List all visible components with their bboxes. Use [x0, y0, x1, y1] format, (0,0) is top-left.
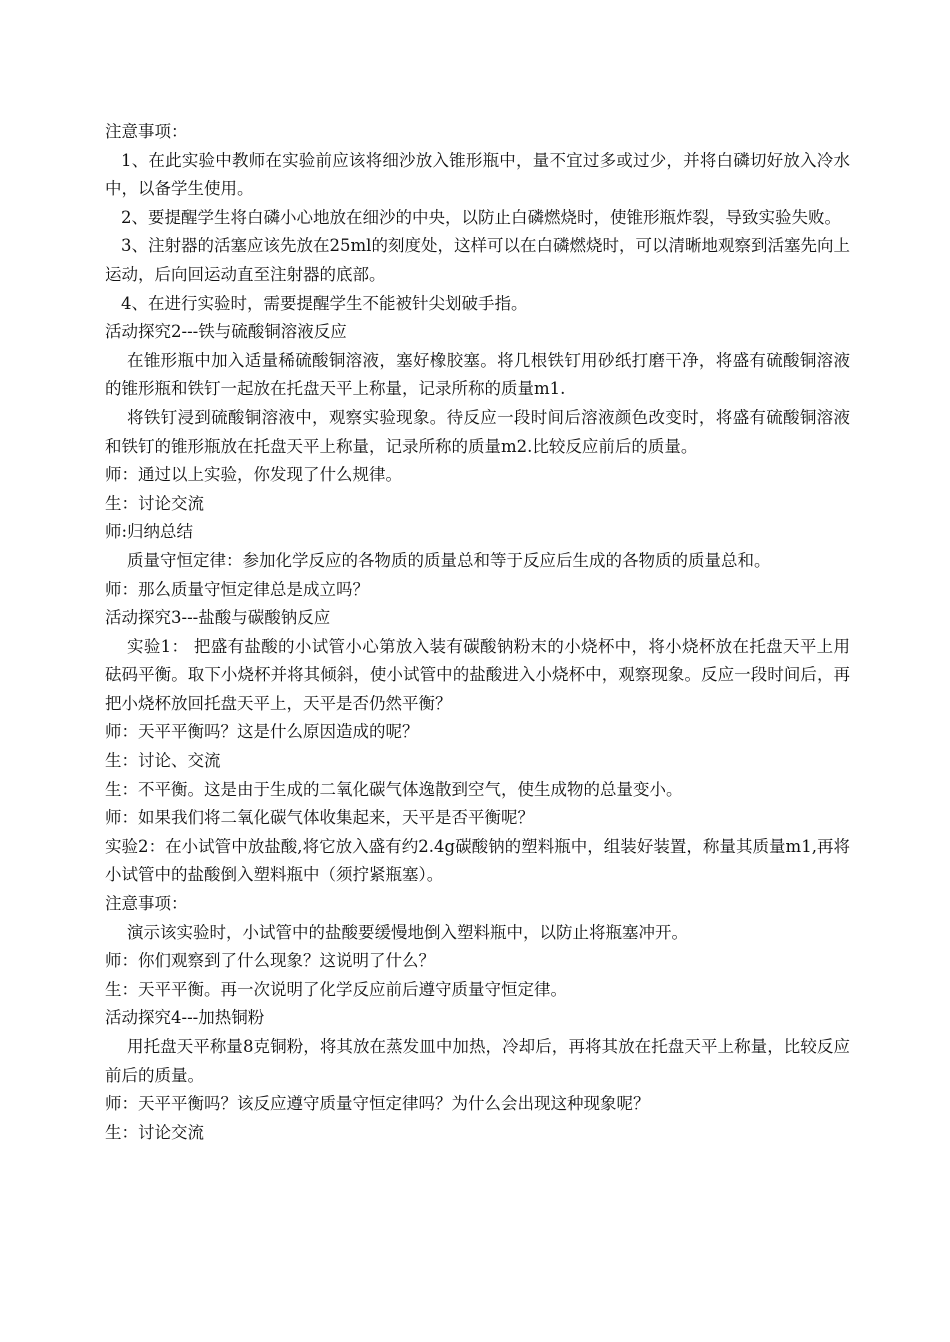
- demo-note: 演示该实验时，小试管中的盐酸要缓慢地倒入塑料瓶中，以防止将瓶塞冲开。: [127, 922, 688, 942]
- experiment-1-description: 实验1： 把盛有盐酸的小试管小心第放入装有碳酸钠粉末的小烧杯中，将小烧杯放在托盘天平上用砝码平衡。取下小烧杯并将其倾斜，使小试管中的盐酸进入小烧杯中，观察现象。反应一段时间后，再把小烧杯放回托盘天平上，天平是否仍然平衡？: [105, 636, 850, 713]
- student-line: 生：天平平衡。再一次说明了化学反应前后遵守质量守恒定律。: [105, 979, 567, 999]
- student-line: 生：讨论交流: [105, 1122, 204, 1142]
- activity-4-heading: 活动探究4---加热铜粉: [105, 1008, 265, 1028]
- teacher-line: 师：你们观察到了什么现象？这说明了什么？: [105, 951, 435, 971]
- experiment-2-description: 实验2：在小试管中放盐酸,将它放入盛有约2.4g碳酸钠的塑料瓶中，组装好装置，称量其质量m1,再将小试管中的盐酸倒入塑料瓶中（须拧紧瓶塞）。: [105, 836, 850, 885]
- notes-heading: 注意事项：: [105, 122, 188, 141]
- note-item-2: 2、要提醒学生将白磷小心地放在细沙的中央，以防止白磷燃烧时，使锥形瓶炸裂，导致实验失败。: [121, 207, 841, 227]
- document-body: [105, 118, 850, 1147]
- teacher-line: 师：如果我们将二氧化碳气体收集起来，天平是否平衡呢？: [105, 808, 534, 828]
- note-item-3: 3、注射器的活塞应该先放在25ml的刻度处，这样可以在白磷燃烧时，可以清晰地观察到活塞先向上运动，后向回运动直至注射器的底部。: [105, 236, 850, 284]
- teacher-line: 师：通过以上实验，你发现了什么规律。: [105, 465, 402, 485]
- teacher-line: 师：天平平衡吗？该反应遵守质量守恒定律吗？为什么会出现这种现象呢？: [105, 1094, 650, 1114]
- conservation-law-definition: 质量守恒定律：参加化学反应的各物质的质量总和等于反应后生成的各物质的质量总和。: [127, 550, 771, 570]
- teacher-line: 师：那么质量守恒定律总是成立吗？: [105, 579, 369, 599]
- activity-2-heading: 活动探究2---铁与硫酸铜溶液反应: [105, 322, 347, 342]
- student-line: 生：讨论交流: [105, 493, 204, 513]
- student-line: 生：讨论、交流: [105, 751, 221, 771]
- activity-3-heading: 活动探究3---盐酸与碳酸钠反应: [105, 608, 331, 628]
- activity-2-step-2: 将铁钉浸到硫酸铜溶液中，观察实验现象。待反应一段时间后溶液颜色改变时，将盛有硫酸铜溶液和铁钉的锥形瓶放在托盘天平上称量，记录所称的质量m2.比较反应前后的质量。: [105, 407, 850, 456]
- activity-4-description: 用托盘天平称量8克铜粉，将其放在蒸发皿中加热，冷却后，再将其放在托盘天平上称量，比较反应前后的质量。: [105, 1037, 850, 1085]
- note-item-1: 1、在此实验中教师在实验前应该将细沙放入锥形瓶中，量不宜过多或过少，并将白磷切好放入冷水中，以备学生使用。: [105, 150, 850, 199]
- teacher-line: 师:归纳总结: [105, 522, 194, 542]
- note-item-4: 4、在进行实验时，需要提醒学生不能被针尖划破手指。: [121, 293, 528, 313]
- activity-2-step-1: 在锥形瓶中加入适量稀硫酸铜溶液，塞好橡胶塞。将几根铁钉用砂纸打磨干净，将盛有硫酸铜溶液的锥形瓶和铁钉一起放在托盘天平上称量，记录所称的质量m1.: [105, 350, 850, 399]
- student-line: 生：不平衡。这是由于生成的二氧化碳气体逸散到空气，使生成物的总量变小。: [105, 779, 683, 799]
- teacher-line: 师：天平平衡吗？这是什么原因造成的呢？: [105, 722, 419, 742]
- notes-heading: 注意事项：: [105, 894, 188, 914]
